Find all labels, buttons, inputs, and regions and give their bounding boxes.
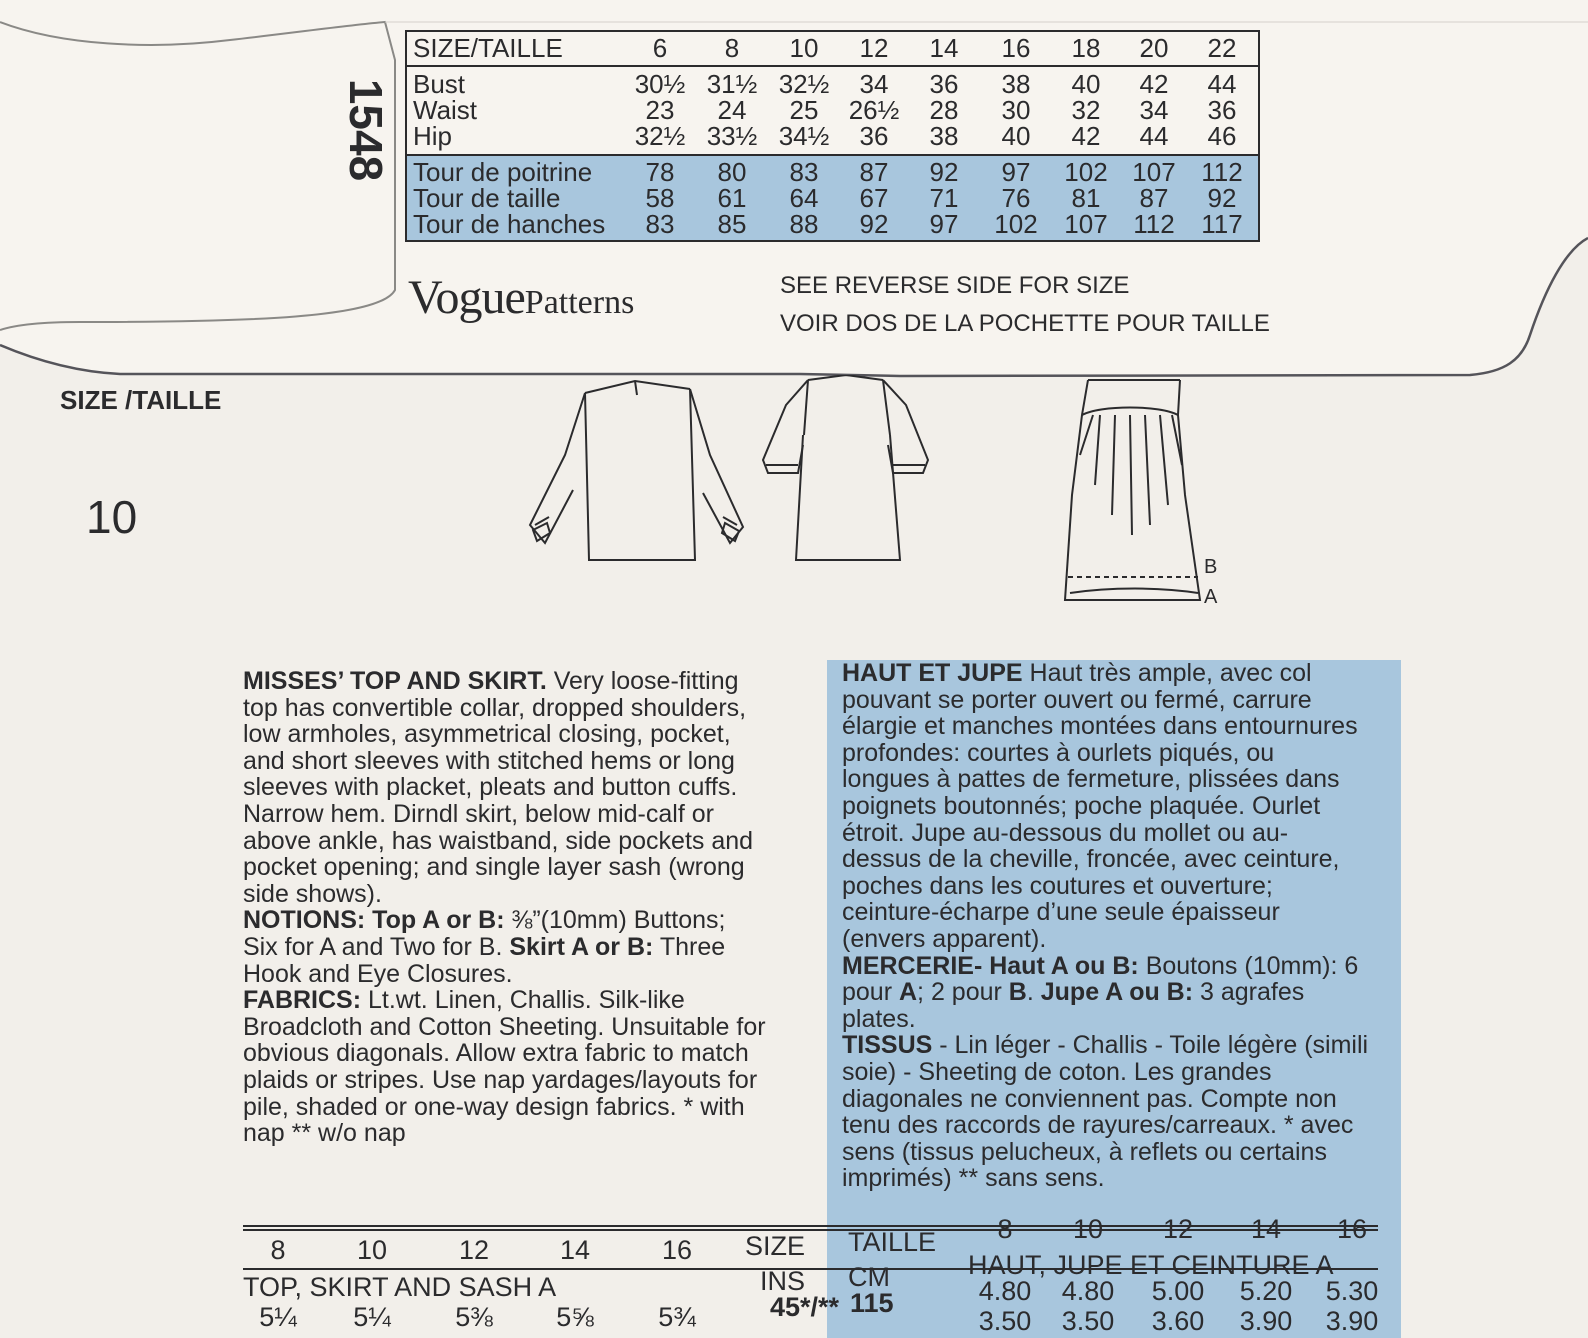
description-line	[243, 987, 766, 1014]
measurement-value: 102	[1064, 157, 1108, 187]
description-line	[842, 1165, 1368, 1192]
description-bold-text: HAUT ET JUPE	[842, 659, 1023, 687]
size-column-header: 8	[724, 33, 740, 63]
description-text: pile, shaded or one-way design fabrics. * with	[243, 1092, 745, 1121]
yardage-size-fr: 14	[1250, 1214, 1282, 1244]
description-bold-text: A	[898, 978, 918, 1007]
description-text: poignets boutonnés; poche plaquée. Ourlet	[842, 791, 1321, 820]
measurement-value: 32½	[778, 69, 830, 99]
description-text: pour	[842, 978, 899, 1007]
size-chart	[405, 30, 1260, 242]
description-line	[842, 1112, 1368, 1139]
measurement-label: Waist	[413, 95, 478, 125]
measurement-value: 64	[789, 183, 819, 213]
description-line	[243, 1067, 766, 1094]
measurement-label: Bust	[413, 69, 466, 99]
measurement-value: 36	[1207, 95, 1237, 125]
measurement-value: 33½	[706, 121, 758, 151]
description-text: low armholes, asymmetrical closing, pocket,	[243, 720, 731, 749]
description-text: tenu des raccords de rayures/carreaux. * avec	[842, 1111, 1354, 1140]
description-text: Narrow hem. Dirndl skirt, below mid-calf or	[243, 799, 714, 828]
description-text: Lt.wt. Linen, Challis. Silk-like	[361, 986, 685, 1015]
yardage-width-cm: 115	[850, 1288, 894, 1318]
size-note-french: VOIR DOS DE LA POCHETTE POUR TAILLE	[780, 310, 1270, 337]
view-a-label: A	[1204, 586, 1218, 608]
vogue-patterns-logo	[408, 270, 634, 325]
yardage-value-fr-next: 3.60	[1151, 1306, 1205, 1336]
description-text: Hook and Eye Closures.	[243, 959, 513, 988]
description-line	[842, 1059, 1368, 1086]
yardage-size: 12	[458, 1235, 490, 1265]
description-text: étroit. Jupe au-dessous du mollet ou au-	[842, 818, 1289, 847]
chart-divider	[407, 65, 1258, 67]
yardage-value-fr: 5.00	[1151, 1276, 1205, 1306]
measurement-value: 36	[859, 121, 889, 151]
pattern-number-text: 1548	[340, 78, 392, 182]
description-line	[243, 774, 766, 801]
size-column-header: 16	[1001, 33, 1031, 63]
size-column-header: 12	[859, 33, 889, 63]
description-text: élargie et manches montées dans entournures	[842, 712, 1358, 741]
yardage-size-fr: 16	[1336, 1214, 1368, 1244]
description-line	[842, 953, 1368, 980]
size-heading: SIZE /TAILLE	[60, 385, 222, 415]
yardage-value-fr: 4.80	[978, 1276, 1032, 1306]
size-column-header: 22	[1207, 33, 1237, 63]
measurement-label: Tour de poitrine	[413, 157, 593, 187]
measurement-value: 83	[645, 209, 675, 239]
yardage-value: 5¼	[353, 1302, 391, 1332]
description-bold-text: Jupe A ou B:	[1040, 978, 1194, 1007]
description-line	[243, 854, 766, 881]
measurement-label: Hip	[413, 121, 453, 151]
long-sleeve-top-illustration	[525, 375, 750, 570]
description-text: Six for A and Two for B.	[243, 932, 510, 961]
size-header-label: SIZE/TAILLE	[413, 33, 563, 63]
measurement-value: 30	[1001, 95, 1031, 125]
measurement-value: 112	[1201, 157, 1243, 187]
description-bold-text: NOTIONS: Top A or B:	[243, 906, 505, 935]
description-text: diagonales ne conviennent pas. Compte non	[842, 1084, 1337, 1113]
measurement-value: 112	[1133, 209, 1175, 239]
short-sleeve-top-illustration	[758, 375, 933, 567]
yardage-value-fr-next: 3.50	[978, 1306, 1032, 1336]
description-bold-text: MISSES’ TOP AND SKIRT.	[243, 667, 547, 695]
yardage-value: 5¼	[259, 1302, 297, 1332]
english-description	[243, 668, 766, 1147]
yardage-value-fr-next: 3.90	[1325, 1306, 1379, 1336]
description-bold-text: B	[1008, 978, 1027, 1007]
description-text: poches dans les coutures et ouverture;	[842, 871, 1273, 900]
yardage-value-fr: 4.80	[1061, 1276, 1115, 1306]
description-line	[842, 926, 1368, 953]
measurement-value: 92	[859, 209, 889, 239]
description-line	[243, 934, 766, 961]
yardage-top-rule	[243, 1225, 1378, 1227]
measurement-value: 87	[859, 157, 889, 187]
brand-name: Vogue	[408, 271, 525, 324]
description-line	[243, 1120, 766, 1147]
measurement-label: Tour de hanches	[413, 209, 606, 239]
description-line	[243, 748, 766, 775]
skirt-illustration	[1060, 375, 1240, 610]
description-line	[243, 801, 766, 828]
description-text: - Lin léger - Challis - Toile légère (simili	[932, 1031, 1369, 1060]
measurement-value: 38	[1001, 69, 1031, 99]
description-text: Haut très ample, avec col	[1022, 659, 1312, 687]
description-line	[243, 961, 766, 988]
measurement-value: 92	[1207, 183, 1237, 213]
description-line	[842, 820, 1368, 847]
measurement-value: 34	[859, 69, 889, 99]
measurement-value: 32½	[634, 121, 686, 151]
measurement-value: 34	[1139, 95, 1169, 125]
measurement-value: 42	[1071, 121, 1101, 151]
description-text: profondes: courtes à ourlets piqués, ou	[842, 738, 1275, 767]
size-column-header: 18	[1071, 33, 1101, 63]
description-line	[842, 740, 1368, 767]
measurement-value: 107	[1064, 209, 1108, 239]
yardage-taille-label: TAILLE	[848, 1227, 937, 1257]
measurement-value: 61	[717, 183, 747, 213]
measurement-value: 44	[1207, 69, 1237, 99]
measurement-value: 102	[994, 209, 1038, 239]
description-text: pocket opening; and single layer sash (wrong	[243, 853, 745, 882]
pattern-number	[326, 60, 406, 200]
description-line	[243, 721, 766, 748]
yardage-view-french: HAUT, JUPE ET CEINTURE A	[968, 1250, 1334, 1280]
description-text: obvious diagonals. Allow extra fabric to match	[243, 1039, 749, 1068]
measurement-value: 38	[929, 121, 959, 151]
description-text: ⅜”(10mm) Buttons;	[504, 906, 726, 935]
description-line	[243, 907, 766, 934]
description-line	[243, 828, 766, 855]
description-bold-text: MERCERIE- Haut A ou B:	[842, 951, 1139, 980]
description-line	[243, 1040, 766, 1067]
yardage-value-fr: 5.30	[1325, 1276, 1379, 1306]
description-text: top has convertible collar, dropped shoulders,	[243, 693, 747, 722]
description-text: dessus de la cheville, froncée, avec ceinture,	[842, 845, 1340, 874]
chart-divider	[407, 154, 1258, 156]
description-text: sens (tissus pelucheux, à reflets ou certains	[842, 1137, 1327, 1166]
yardage-ins-label: INS	[760, 1266, 806, 1296]
yardage-cm-label: CM	[848, 1262, 890, 1292]
yardage-value: 5¾	[658, 1302, 696, 1332]
measurement-value: 40	[1071, 69, 1101, 99]
measurement-value: 58	[645, 183, 675, 213]
description-text: .	[1026, 978, 1041, 1007]
measurement-value: 76	[1001, 183, 1031, 213]
view-b-label: B	[1204, 556, 1218, 578]
measurement-value: 117	[1201, 209, 1243, 239]
description-line	[842, 766, 1368, 793]
description-text: side shows).	[243, 879, 382, 908]
yardage-size-fr: 8	[997, 1214, 1013, 1244]
description-text: longues à pattes de fermeture, plissées dans	[842, 765, 1340, 794]
measurement-value: 107	[1132, 157, 1176, 187]
description-line	[842, 793, 1368, 820]
measurement-value: 34½	[778, 121, 830, 151]
brand-suffix: Patterns	[524, 284, 635, 321]
size-column-header: 10	[789, 33, 819, 63]
description-text: pouvant se porter ouvert ou fermé, carrure	[842, 685, 1312, 714]
measurement-value: 97	[1001, 157, 1031, 187]
yardage-size-label: SIZE	[745, 1231, 806, 1261]
measurement-value: 36	[929, 69, 959, 99]
description-text: Very loose-fitting	[546, 667, 739, 695]
yardage-size: 8	[270, 1235, 286, 1265]
yardage-size-fr: 12	[1162, 1214, 1194, 1244]
measurement-value: 23	[645, 95, 675, 125]
description-text: ceinture-écharpe d’une seule épaisseur	[842, 898, 1280, 927]
french-description	[842, 660, 1368, 1192]
description-line	[842, 1086, 1368, 1113]
measurement-value: 40	[1001, 121, 1031, 151]
yardage-size: 16	[661, 1235, 693, 1265]
description-line	[243, 668, 766, 695]
measurement-value: 31½	[706, 69, 758, 99]
description-text: plates.	[842, 1004, 916, 1033]
yardage-value: 5⅝	[556, 1302, 594, 1332]
measurement-value: 46	[1207, 121, 1237, 151]
description-line	[842, 1006, 1368, 1033]
measurement-label: Tour de taille	[413, 183, 561, 213]
description-bold-text: FABRICS:	[243, 986, 362, 1015]
yardage-top-rule	[243, 1229, 1378, 1231]
description-text: Broadcloth and Cotton Sheeting. Unsuitable for	[243, 1012, 766, 1041]
description-line	[842, 1139, 1368, 1166]
description-text: (envers apparent).	[842, 924, 1047, 953]
selected-size: 10	[86, 491, 138, 543]
description-line	[842, 979, 1368, 1006]
description-line	[243, 695, 766, 722]
description-line	[243, 1014, 766, 1041]
yardage-width-ins: 45*/**	[770, 1292, 840, 1322]
description-line	[842, 899, 1368, 926]
description-text: sleeves with placket, pleats and button cuffs.	[243, 773, 738, 802]
measurement-value: 26½	[848, 95, 900, 125]
yardage-size: 14	[559, 1235, 591, 1265]
yardage-value: 5⅜	[455, 1302, 493, 1332]
description-line	[243, 881, 766, 908]
yardage-value-fr-next: 3.50	[1061, 1306, 1115, 1336]
measurement-value: 78	[645, 157, 675, 187]
description-text: Boutons (10mm): 6	[1138, 951, 1359, 980]
measurement-value: 71	[929, 183, 959, 213]
measurement-value: 30½	[634, 69, 686, 99]
yardage-view-english: TOP, SKIRT AND SASH A	[243, 1272, 557, 1302]
measurement-value: 80	[717, 157, 747, 187]
description-bold-text: TISSUS	[842, 1031, 933, 1060]
yardage-value-fr-next: 3.90	[1239, 1306, 1293, 1336]
description-text: 3 agrafes	[1193, 978, 1305, 1007]
description-line	[842, 873, 1368, 900]
description-line	[842, 846, 1368, 873]
measurement-value: 85	[717, 209, 747, 239]
description-text: soie) - Sheeting de coton. Les grandes	[842, 1057, 1272, 1086]
description-line	[842, 660, 1368, 687]
measurement-value: 83	[789, 157, 819, 187]
description-line	[842, 687, 1368, 714]
measurement-value: 97	[929, 209, 959, 239]
measurement-value: 88	[789, 209, 819, 239]
measurement-value: 67	[859, 183, 889, 213]
description-text: imprimés) ** sans sens.	[842, 1164, 1105, 1193]
size-note-english: SEE REVERSE SIDE FOR SIZE	[780, 272, 1130, 299]
measurement-value: 25	[789, 95, 819, 125]
measurement-value: 92	[929, 157, 959, 187]
yardage-size: 10	[356, 1235, 388, 1265]
measurement-value: 28	[929, 95, 959, 125]
description-text: ; 2 pour	[917, 978, 1009, 1007]
measurement-value: 44	[1139, 121, 1169, 151]
description-text: above ankle, has waistband, side pockets and	[243, 826, 754, 855]
measurement-value: 32	[1071, 95, 1101, 125]
description-text: plaids or stripes. Use nap yardages/layouts for	[243, 1065, 758, 1094]
measurement-value: 24	[717, 95, 747, 125]
description-text: nap ** w/o nap	[243, 1119, 406, 1148]
measurement-value: 42	[1139, 69, 1169, 99]
description-line	[842, 713, 1368, 740]
description-line	[842, 1032, 1368, 1059]
measurement-value: 87	[1139, 183, 1169, 213]
description-text: Three	[653, 932, 726, 961]
size-column-header: 20	[1139, 33, 1169, 63]
yardage-value-fr: 5.20	[1239, 1276, 1293, 1306]
description-bold-text: Skirt A or B:	[509, 932, 654, 961]
description-line	[243, 1094, 766, 1121]
size-column-header: 14	[929, 33, 959, 63]
measurement-value: 81	[1071, 183, 1101, 213]
size-column-header: 6	[652, 33, 668, 63]
yardage-size-fr: 10	[1072, 1214, 1104, 1244]
description-text: and short sleeves with stitched hems or long	[243, 746, 735, 775]
